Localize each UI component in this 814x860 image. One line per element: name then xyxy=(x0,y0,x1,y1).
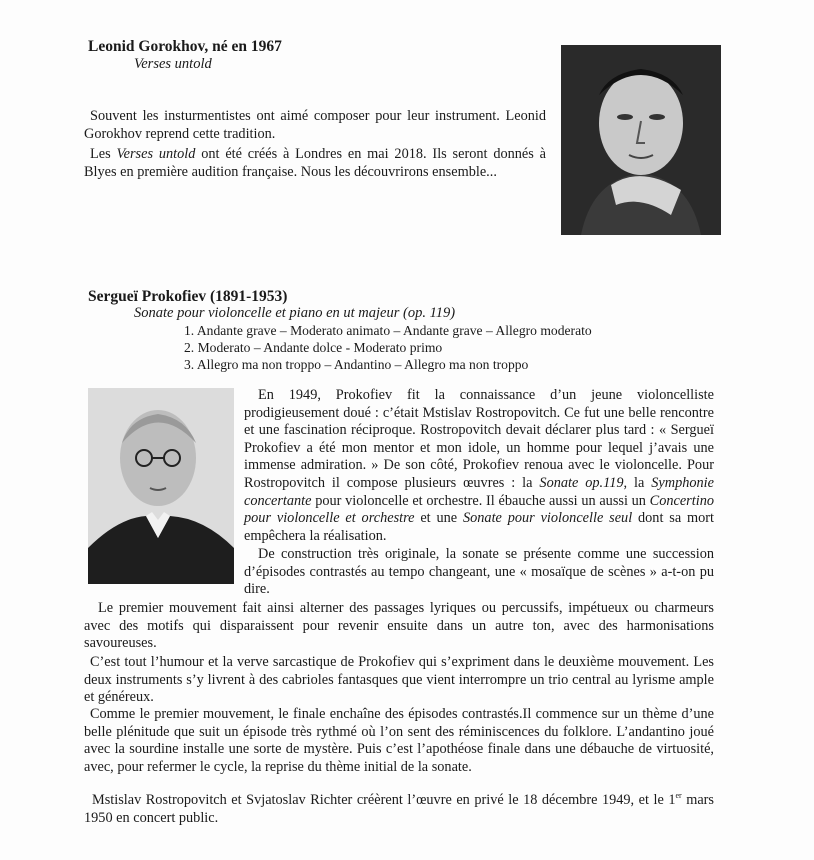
movement-1: 1. Andante grave – Moderato animato – Andante grave – Allegro moderato xyxy=(184,323,592,338)
gorokhov-work-title: Verses untold xyxy=(134,56,212,72)
prokofiev-paragraph-6: Mstislav Rostropovitch et Svjatoslav Richter créèrent l’œuvre en privé le 18 décembre 1949, et le 1er mars 1950 en concert public. xyxy=(84,791,714,826)
prokofiev-work-title: Sonate pour violoncelle et piano en ut majeur (op. 119) xyxy=(134,305,456,321)
prokofiev-paragraph-1: En 1949, Prokofiev fit la connaissance d’un jeune violoncelliste prodigieusement doué : c’était Mstislav Rostropovitch. Ce fut une belle rencontre et une fascination réciproque. Rostropovitch devait déclarer plus tard : « Sergueï Prokofiev a été mon mentor et mon idole, un homme pour lequel j’avais une immense admiration. » De son côté, Prokofiev renoua avec le violoncelle. Pour Rostropovitch il compose plusieurs œuvres : la Sonate op.119, la Symphonie concertante pour violoncelle et orchestre. Il ébauche aussi un aussi un Concertino pour violoncelle et orchestre et une Sonate pour violoncelle seul dont sa mort empêchera la réalisation. xyxy=(244,387,715,544)
prokofiev-paragraph-3: Le premier mouvement fait ainsi alterner des passages lyriques ou percussifs, impétueux ou charmeurs avec des motifs qui disparaissent pour revenir ensuite dans un autre ton, avec des harmonisations savoureuses. xyxy=(84,600,714,652)
movement-2: 2. Moderato – Andante dolce - Moderato primo xyxy=(184,340,443,355)
prokofiev-portrait-photo xyxy=(88,388,234,584)
gorokhov-paragraph-2: Les Verses untold ont été créés à Londres en mai 2018. Ils seront donnés à Blyes en première audition française. Nous les découvrirons ensemble... xyxy=(84,146,546,180)
prokofiev-paragraph-4: C’est tout l’humour et la verve sarcastique de Prokofiev qui s’expriment dans le deuxième mouvement. Les deux instruments s’y livrent à des cabrioles fantasques que vient interrompre un trio central au lyrisme ample et généreux. xyxy=(84,654,714,706)
gorokhov-paragraph-1: Souvent les insturmentistes ont aimé composer pour leur instrument. Leonid Gorokhov reprend cette tradition. xyxy=(84,108,546,142)
movement-3: 3. Allegro ma non troppo – Andantino – Allegro ma non troppo xyxy=(184,357,529,372)
prokofiev-paragraph-5: Comme le premier mouvement, le finale enchaîne des épisodes contrastés.Il commence sur un thème d’une belle plénitude que suit un épisode très rythmé où l’on sent des réminiscences du folklore. L’andantino joué avec la sourdine installe une sorte de mystère. Puis c’est l’apothéose finale dans une débauche de virtuosité, avec, pour refermer le cycle, la reprise du thème initial de la sonate. xyxy=(84,706,714,775)
prokofiev-paragraph-2: De construction très originale, la sonate se présente comme une succession d’épisodes contrastés au tempo changeant, une « mosaïque de scènes » a-t-on pu dire. xyxy=(244,546,714,598)
gorokhov-title: Leonid Gorokhov, né en 1967 xyxy=(88,38,282,55)
gorokhov-portrait-photo xyxy=(561,45,721,235)
prokofiev-title: Sergueï Prokofiev (1891-1953) xyxy=(88,288,288,305)
